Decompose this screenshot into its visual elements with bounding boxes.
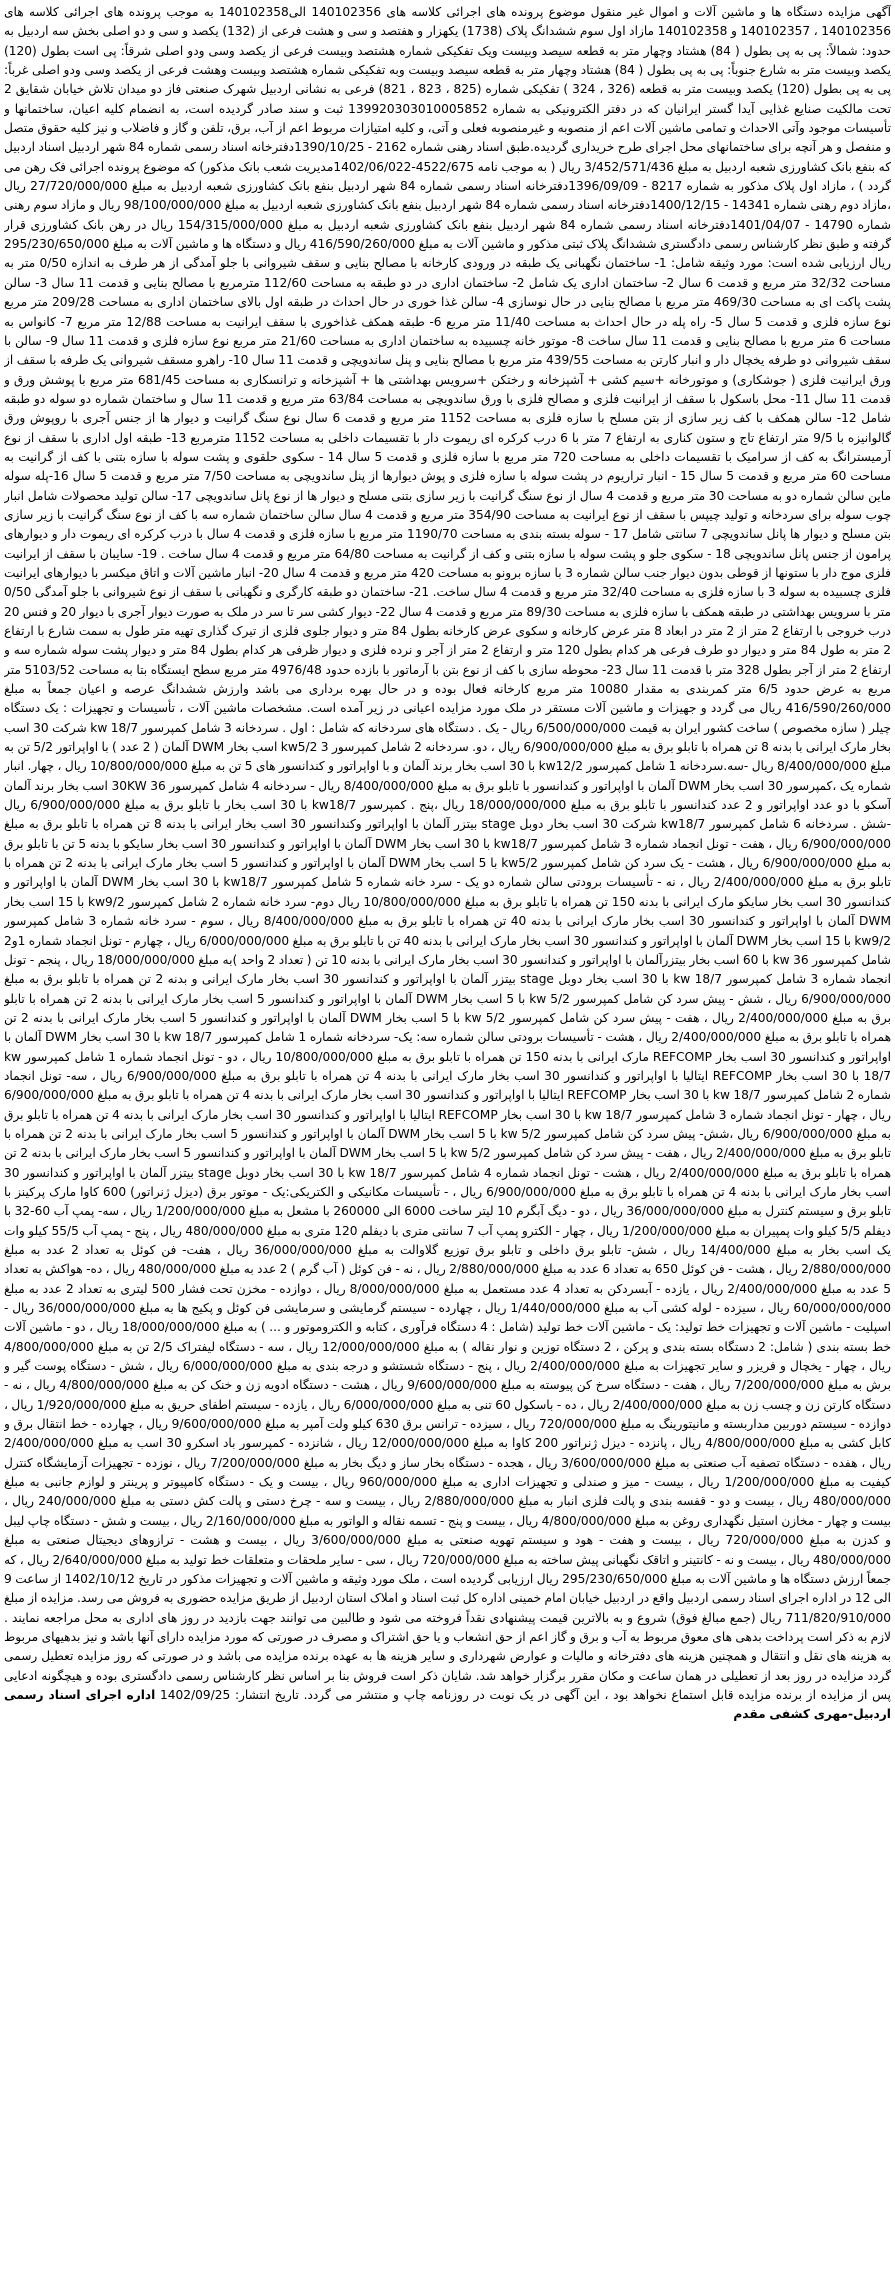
notice-body-text: آگهی مزایده دستگاه ها و ماشین آلات و اموال غیر منقول موضوع پرونده های اجرائی کلاسه های 140102356 الی140102358 به موجب پرونده های اجرائی کلاسه های 140102356 ، 140102357 و 140102358 مازاد اول سوم ششدانگ پلاک (1738) یکهزار و هفتصد و سی و هشت فرعی از (132) یکصد و سی و دو اصلی بخش سه اردبیل به حدود: شمالاً: پی به پی بطول ( 84) هشتاد وچهار متر به قطعه سیصد وبیست ویک تفکیکی شماره هشتصد وبیست فرعی از یکصد وسی ودو اصلی شرقاً: پی است بطول (120) یکصد وبیست متر به شارع جنوباً: پی به پی بطول ( 84) هشتاد وچهار متر به قطعه سیصد وبیست وبه تفکیکی شماره هشتصد وبیست وهشت فرعی از یکصد وسی ودو اصلی غرباً: پی به پی بطول (120) یکصد وبیست متر به قطعه (326 ، 324 ) تفکیکی شماره (825 ، 823 ، 821) فرعی به نشانی اردبیل شهرک صنعتی فاز دو میدان تلاش خیابان شقایق 2 تحت مالکیت صنایع غذایی آیدا گستر ایرانیان که در دفتر الکترونیکی به شماره 139920303010005852 ثبت و سند صادر گردیده است، به انضمام کلیه اعیان، ساختمانها و تأسیسات موجود وآتی الاحداث و تمامی ماشین آلات اعم از منصوبه و غیرمنصوبه فعلی و آتی، و کلیه امتیازات مربوط اعم از آب، برق، تلفن و گاز و فاضلاب و نیز کلیه حقوق متصل و منفصل و هر آنچه برای ساختمانهای محل اجرای طرح خریداری گردیده.طبق اسناد رهنی شماره 2162 - 1390/10/25دفترخانه اسناد رسمی شماره 84 شهر اردبیل اسناد اردبیل که بنفع بانک کشاورزی شعبه اردبیل به مبلغ 3/452/571/436 ریال ( به موجب نامه 4522/675-1402/06/022مدیریت شعب بانک مذکور) که موضوع پرونده اجرائی فک رهن می گردد ) ، مازاد اول پلاک مذکور به شماره 8217 - 1396/09/09دفترخانه اسناد رسمی شماره 84 شهر اردبیل بنفع بانک کشاورزی شعبه اردبیل به مبلغ 27/720/000/000 ریال ،مازاد دوم رهنی شماره 14341 - 1400/12/15دفترخانه اسناد رسمی شماره 84 شهر اردبیل بنفع بانک کشاورزی شعبه اردبیل به مبلغ 98/100/000/000 ریال و مازاد سوم رهنی شماره 14790 - 1401/04/07دفترخانه اسناد رسمی شماره 84 شهر اردبیل بنفع بانک کشاورزی شعبه اردبیل به مبلغ 154/315/000/000 ریال در رهن بانک کشاورزی قرار گرفته و طبق نظر کارشناس رسمی دادگستری ششدانگ پلاک ثبتی مذکور و ماشین آلات به مبلغ 416/590/260/000 ریال و دستگاه ها و ماشین آلات به مبلغ 295/230/650/000 ریال ارزیابی شده است: مورد وثیقه شامل: 1- ساختمان نگهبانی یک طبقه در ورودی کارخانه با مصالح بنایی و سقف شیروانی با جلو آمدگی از هر طرف به اندازه 0/50 متر به مساحت 32/32 متر مربع و قدمت 6 سال 2- ساختمان اداری یک شامل 2- ساختمان اداری در دو طبقه به مساحت 112/60 مترمربع با مصالح بنایی و قدمت 11 سال 3- سالن پشت پاکت ای به مساحت 469/30 متر مربع با مصالح بنایی در حال نوسازی 4- سالن غذا خوری در حال احداث در طبقه اول بالای ساختمان اداری به مساحت 209/28 متر مربع نوع سازه فلزی و قدمت 5 سال 5- راه پله در حال احداث به مساحت 11/40 متر مربع 6- طبقه همکف غذاخوری با سقف ایرانیت به مساحت 12/88 متر مربع 7- کانواس به مساحت 6 متر مربع با مصالح بنایی و قدمت 11 سال ساخت 8- موتور خانه چسبیده به ساختمان اداری به مساحت 21/60 متر مربع نوع سازه فلزی و قدمت 11 سال 9- سالن با سقف شیروانی دو طرفه یخچال دار و انبار کارتن به مساحت 439/55 متر مربع با مصالح بنایی و پنل ساندویچی و قدمت 11 سال 10- راهرو مسقف شیروانی یک طرفه با سقف از ورق ایرانیت فلزی ( جوشکاری) و موتورخانه +سیم کشی + آشپزخانه و رختکن +سرویس بهداشتی ها + آشپزخانه و ترانسکاری به مساحت 681/45 متر مربع با پوشش ورق و قدمت 11 سال 11- محل باسکول با سقف از ایرانیت فلزی و مصالح فلزی با ورق ساندویچی به مساحت 63/84 متر مربع و قدمت 11 سال و ساختمان شماره دو سوله دو طبقه شامل 12- سالن همکف با کف زیر سازی از بتن مسلح با سازه فلزی به مساحت 1152 متر مربع و قدمت 6 سال نوع سنگ گرانیت و دیوار ها از جنس آجری با روپوش ورق گالوانیزه با 9/5 متر ارتفاع تاج و ستون کناری به ارتفاع 7 متر با 6 درب کرکره ای ریموت دار با تقسیمات داخلی به مساحت 1152 مترمربع 13- طبقه اول اداری با سقف از نوع آرمیسترانگ به کف از سرامیک با تقسیمات داخلی به مساحت 720 متر مربع با سازه فلزی و قدمت 5 سال 14 - سکوی حلقوی و پشت سوله با سازه بتنی با کف از گرانیت به مساحت 60 متر مربع و قدمت 5 سال 15 - انبار تراریوم در پشت سوله با سازه فلزی و پوش دیوارها از پنل ساندویچی به مساحت 7/50 متر مربع و قدمت 5 سال 16-پله سوله ماین سالن شماره دو به مساحت 30 متر مربع و قدمت 4 سال از نوع سنگ گرانیت با زیر سازی بتنی مسلح و دیوار ها از نوع پانل ساندویچی 17- سالن تولید محصولات شامل انبار چوب سوله برای سردخانه و تولید چیپس با سقف از نوع ایرانیت به مساحت 354/90 متر مربع و قدمت 4 سال سالن ساختمان شماره سه با کف از نوع سنگ گرانیت با زیر سازی بتن مسلح و دیوار ها پانل ساندویچی 7 سانتی شامل 17 - سوله بسته بندی به مساحت 1190/70 متر مربع با سازه فلزی و قدمت 4 سال با درب کرکره ای ریموت دار و دیوارهای پرامون از جنس پانل ساندویچی 18 - سکوی جلو و پشت سوله با سازه بتنی و کف از گرانیت به مساحت 64/80 متر مربع و قدمت 4 سال ساخت . 19- سایبان با سقف از ایرانیت فلزی موج دار با ستونها از قوطی بدون دیوار جنب سالن شماره 3 با سازه برونو به مساحت 420 متر مربع و قدمت 4 سال 20- انبار ماشین آلات و اتاق میکسر با دیوارهای ایرانیت فلزی چسبیده به سوله 3 با سازه فلزی به مساحت 32/40 متر مربع و قدمت 4 سال ساخت. 21- ساختمان دو طبقه کارگری و نگهبانی با سقف از نوع شیروانی با جلو آمدگی 0/50 متر با سرویس بهداشتی در طبقه همکف با سازه فلزی به مساحت 89/30 متر مربع و قدمت 4 سال 22- دیوار کشی سر تا سر در ملک به صورت دیوار آجری با دیوار 20 و فنس 20 درب خروجی با ارتفاع 2 متر از 2 متر در ابعاد 8 متر عرض کارخانه و سکوی عرض کارخانه بطول 84 متر و دیوار جلوی فلزی از تیرک گذاری تهیه متر طول به سمت شارع با ارتفاع 2 متر به طول 84 متر و دیوار دو طرف فرعی هر کدام بطول 120 متر و ارتفاع 2 متر از آجر و نرده فلزی و دیوار ظرفی هر کدام بطول 84 متر و دیوار پشت سوله شماره سه و ارتفاع 2 متر از آجر بطول 328 متر با قدمت 11 سال 23- محوطه سازی با کف از نوع بتن با آرماتور با بازده حدود 4976/48 متر مربع سطح ایستگاه بتا به مساحت 5103/52 متر مربع به عرض حدود 6/5 متر کمربندی به مقدار 10080 متر مربع کارخانه فعال بوده و در حال بهره برداری می باشد وارزش ششدانگ عرصه و اعیان جمعاً به مبلغ 416/590/260/000 ریال می گردد و جهیزات و ماشین آلات مستقر در ملک مورد مزایده اعیانی در زیر آمده است. مشخصات ماشین آلات ، تأسیسات و تجهیزات : یک دستگاه چیلر ( سازه مخصوص ) ساخت کشور ایران به قیمت 6/500/000/000 ریال - یک . دستگاه های سردخانه که شامل : اول . سردخانه 3 شامل کمپرسور 18/7 kw شرکت 30 اسب بخار مارک ایرانی با بدنه 8 تن همراه با تابلو برق به مبلغ 6/900/000/000 ریال ، دو. سردخانه 2 شامل کمپرسور kw5/2 3 اسب بخار DWM آلمان ( 2 عدد ) با اواپراتور 5/2 تن به مبلغ 8/400/000/000 ریال -سه.سردخانه 1 شامل کمپرسور kw12/2 با 30 اسب بخار برند آلمان و با اواپراتور و کندانسور های 5 تن به مبلغ 10/800/000/000 ریال ، چهار. انبار شماره یک ،کمپرسور 30 اسب بخار DWM آلمان با اواپراتور و کندانسور با تابلو برق به مبلغ 8/400/000/000 ریال - سردخانه 4 شامل کمپرسور 30KW 36 اسب بخار برند آلمان آسکو با دو عدد اواپراتور و 2 عدد کندانسور با تابلو برق به مبلغ 18/000/000/000 ریال ،پنج . کمپرسور kw18/7 با 30 اسب بخار با تابلو برق به مبلغ 6/900/000/000 ریال -شش . سردخانه 6 شامل کمپرسور kw18/7 شرکت 30 اسب بخار دوبل stage بیتزر آلمان با اواپراتور وکندانسور 30 اسب بخار ایرانی با بدنه 8 تن همراه با تابلو برق به مبلغ 6/900/000/000 ریال ، هفت - تونل انجماد شماره 3 شامل کمپرسور kw18/7 با 30 اسب بخار DWM آلمان با اواپراتور و کندانسور 30 اسب بخار سایکو با بدنه 5 تن با تابلو برق به مبلغ 6/900/000/000 ریال ، هشت - یک سرد کن شامل کمپرسور kw5/2 با 5 اسب بخار DWM آلمان با اواپراتور و کندانسور 5 اسب بخار مارک ایرانی با بدنه 2 تن همراه با تابلو برق به مبلغ 2/400/000/000 ریال ، نه - تأسیسات برودتی سالن شماره دو یک - سرد خانه شماره 5 شامل کمپرسور kw18/7 با 30 اسب بخار DWM آلمان با اواپراتور و کندانسور 30 اسب بخار سایکو مارک ایرانی با بدنه 150 تن همراه با تابلو برق به مبلغ 10/800/000/000 ریال دوم- سرد خانه شماره 2 شامل کمپرسور kw9/2 با 15 اسب بخار DWM آلمان با اواپراتور و کندانسور 30 اسب بخار مارک ایرانی با بدنه 40 تن همراه با تابلو برق به مبلغ 8/400/000/000 ریال ، سوم - سرد خانه شماره 3 شامل کمپرسور kw9/2 با 15 اسب بخار DWM آلمان با اواپراتور و کندانسور 30 اسب بخار مارک ایرانی با بدنه 40 تن با تابلو برق به مبلغ 6/000/000/000 ریال ، چهارم - تونل انجماد شماره 1و2 شامل کمپرسور 36 kw با 60 اسب بخار بیتزرآلمان با اواپراتور و کندانسور 30 اسب بخار مارک ایرانی با بدنه 10 تن ( تعداد 2 واحد )به مبلغ 18/000/000/000 ریال ، پنجم - تونل انجماد شماره 3 شامل کمپرسور kw 18/7 با 30 اسب بخار دوبل stage بیتزر آلمان با اواپراتور و کندانسور 30 اسب بخار مارک ایرانی و بدنه 2 تن همراه با تابلو برق به مبلغ 6/900/000/000 ریال ، شش - پیش سرد کن شامل کمپرسور kw 5/2 با 5 اسب بخار DWM آلمان با اواپراتور و کندانسور 5 اسب بخار مارک ایرانی با بدنه 2 تن همراه با تابلو برق به مبلغ 2/400/000/000 ریال ، هفت - پیش سرد کن شامل کمپرسور kw 5/2 با 5 اسب بخار DWM آلمان با اواپراتور و کندانسور 5 اسب بخار مارک ایرانی با بدنه 2 تن همراه با تابلو برق به مبلغ 2/400/000/000 ریال ، هشت - تأسیسات برودتی سالن شماره سه: یک- سردخانه شماره 1 شامل کمپرسور kw 18/7 با 30 اسب بخار DWM آلمان با اواپراتور و کندانسور 30 اسب بخار REFCOMP مارک ایرانی با بدنه 150 تن همراه با تابلو برق به مبلغ 10/800/000/000 ریال ، دو - تونل انجماد شماره 1 شامل کمپرسور kw 18/7 با 30 اسب بخار REFCOMP ایتالیا با اواپراتور و کندانسور 30 اسب بخار مارک ایرانی با بدنه 4 تن همراه با تابلو برق به مبلغ 6/900/000/000 ریال ، سه- تونل انجماد شماره 2 شامل کمپرسور kw 18/7 با 30 اسب بخار REFCOMP ایتالیا با اواپراتور و کندانسور 30 اسب بخار مارک ایرانی با بدنه 4 تن همراه با تابلو برق به مبلغ 6/900/000/000 ریال ، چهار - تونل انجماد شماره 3 شامل کمپرسور kw 18/7 با 30 اسب بخار REFCOMP ایتالیا با اواپراتور و کندانسور 30 اسب بخار مارک ایرانی با بدنه 4 تن همراه با تابلو برق به مبلغ 6/900/000/000 ریال ،شش- پیش سرد کن شامل کمپرسور kw 5/2 با 5 اسب بخار DWM آلمان با اواپراتور و کندانسور 5 اسب بخار مارک ایرانی با بدنه 2 تن همراه با تابلو برق به مبلغ 2/400/000/000 ریال ، هفت - پیش سرد کن شامل کمپرسور kw 5/2 با 5 اسب بخار DWM آلمان با اواپراتور و کندانسور 5 اسب بخار مارک ایرانی با بدنه 2 تن همراه با تابلو برق به مبلغ 2/400/000/000 ریال ، هشت - تونل انجماد شماره 4 شامل کمپرسور kw 18/7 با 30 اسب بخار دوبل stage بیتزر آلمان با اواپراتور و کندانسور 30 اسب بخار مارک ایرانی با بدنه 4 تن همراه با تابلو برق به مبلغ 6/900/000/000 ریال ، - تأسیسات مکانیکی و الکتریکی:یک - موتور برق (دیزل ژنراتور) 600 کاوا مارک پرکینز با تابلو برق و سیستم کنترل به مبلغ 36/000/000/000 ریال ، دو - دیگ آبگرم 10 لیتر ساخت 6000 الی 260000 با مشعل به مبلغ 1/200/000/000 ریال ، سه- پمپ آب 60-32 با دیفلم 5/5 کیلو وات پمپیران به مبلغ 1/200/000/000 ریال ، چهار - الکترو پمپ آب 7 سانتی متری با دیفلم 120 متری به مبلغ 480/000/000 ریال ، پنج - پمپ آب 55/5 کیلو وات یک اسب بخار به مبلغ 14/400/000 ریال ، شش- تابلو برق داخلی و تابلو برق توزیع گلاوالت به مبلغ 36/000/000/000 ریال ، هفت- فن کوئل به تعداد 2 عدد به مبلغ 2/880/000/000 ریال ، هشت - فن کوئل 650 به تعداد 6 عدد به مبلغ 2/880/000/000 ریال ، نه - فن کوئل ( آب گرم ) 2 عدد به مبلغ 480/000/000 ریال ، ده- هواکش به تعداد 5 عدد به مبلغ 2/400/000/000 ریال ، یازده - آبسردکن به تعداد 4 عدد مستعمل به مبلغ 8/000/000/000 ریال ، دوازده - مخزن تحت فشار 500 لیتری به تعداد 2 عدد به مبلغ 60/000/000/000 ریال ، سیزده - لوله کشی آب به مبلغ 1/440/000/000 ریال ، چهارده - سیستم گرمایشی و سرمایشی فن کوئل و پکیج ها به مبلغ 36/000/000/000 ریال - اسپلیت - ماشین آلات و تجهیزات خط تولید: یک - ماشین آلات خط تولید (شامل : 4 دستگاه فرآوری ، کتابه و الکتروموتور و ... ) به مبلغ 18/000/000/000 ریال ، دو - ماشین آلات خط بسته بندی ( شامل: 2 دستگاه بسته بندی و پرکن ، 2 دستگاه توزین و نوار نقاله ) به مبلغ 12/000/000/000 ریال ، سه - دستگاه لیفتراک 2/5 تن به مبلغ 4/800/000/000 ریال ، چهار - یخچال و فریزر و سایر تجهیزات به مبلغ 2/400/000/000 ریال ، پنج - دستگاه شستشو و درجه بندی به مبلغ 6/000/000/000 ریال ، شش - دستگاه پوست گیر و برش به مبلغ 7/200/000/000 ریال ، هفت - دستگاه سرخ کن پیوسته به مبلغ 9/600/000/000 ریال ، هشت - دستگاه ادویه زن و خنک کن به مبلغ 4/800/000/000 ریال ، نه - دستگاه کارتن زن و چسب زن به مبلغ 2/400/000/000 ریال ، ده - باسکول 60 تنی به مبلغ 6/000/000/000 ریال ، یازده - سیستم اطفای حریق به مبلغ 1/920/000/000 ریال ، دوازده - سیستم دوربین مداربسته و مانیتورینگ به مبلغ 720/000/000 ریال ، سیزده - ترانس برق 630 کیلو ولت آمپر به مبلغ 9/600/000/000 ریال ، چهارده - خط انتقال برق و کابل کشی به مبلغ 4/800/000/000 ریال ، پانزده - دیزل ژنراتور 200 کاوا به مبلغ 12/000/000/000 ریال ، شانزده - کمپرسور باد اسکرو 30 اسب به مبلغ 2/400/000/000 ریال ، هفده - دستگاه تصفیه آب صنعتی به مبلغ 3/600/000/000 ریال ، هجده - دستگاه بخار ساز و دیگ بخار به مبلغ 7/200/000/000 ریال ، نوزده - تجهیزات آزمایشگاه کنترل کیفیت به مبلغ 1/200/000/000 ریال ، بیست - میز و صندلی و تجهیزات اداری به مبلغ 960/000/000 ریال ، بیست و یک - دستگاه کامپیوتر و پرینتر و لوازم جانبی به مبلغ 480/000/000 ریال ، بیست و دو - قفسه بندی و پالت فلزی انبار به مبلغ 2/880/000/000 ریال ، بیست و سه - چرخ دستی و پالت کش دستی به مبلغ 240/000/000 ریال ، بیست و چهار - مخازن استیل نگهداری روغن به مبلغ 4/800/000/000 ریال ، بیست و پنج - تسمه نقاله و الواتور به مبلغ 2/160/000/000 ریال ، بیست و شش - دستگاه چاپ لیبل و کدزن به مبلغ 720/000/000 ریال ، بیست و هفت - هود و سیستم تهویه صنعتی به مبلغ 3/600/000/000 ریال ، بیست و هشت - ترازوهای دیجیتال صنعتی به مبلغ 480/000/000 ریال ، بیست و نه - کانتینر و اتاقک نگهبانی پیش ساخته به مبلغ 720/000/000 ریال ، سی - سایر ملحقات و متعلقات خط تولید به مبلغ 2/640/000/000 ریال ، که جمعاً ارزش دستگاه ها و ماشین آلات به مبلغ 295/230/650/000 ریال ارزیابی گردیده است ، ملک مورد وثیقه و ماشین آلات و تجهیزات مذکور در تاریخ 1402/10/12 از ساعت 9 الی 12 در اداره اجرای اسناد رسمی اردبیل واقع در اردبیل خیابان امام خمینی اداره کل ثبت اسناد و املاک استان اردبیل از طریق مزایده حضوری به فروش می رسد. مزایده از مبلغ 711/820/910/000 ریال (جمع مبالغ فوق) شروع و به بالاترین قیمت پیشنهادی نقداً فروخته می شود و طالبین می توانند جهت بازدید در روز های اداری به محل مراجعه نمایند . لازم به ذکر است پرداخت بدهی های معوق مربوط به آب و برق و گاز اعم از حق انشعاب و یا حق اشتراک و مصرف در صورتی که مورد مزایده دارای آنها باشد و نیز بدهیهای مربوط به هزینه های نقل و انتقال و همچنین هزینه های دفترخانه و مالیات و عوارض شهرداری و سایر هزینه ها به عهده برنده مزایده می باشد و در صورتی که روز مزایده تعطیل رسمی گردد مزایده در روز بعد از تعطیلی در همان ساعت و مکان مقرر برگزار خواهد شد. شایان ذکر است فروش بنا بر اساس نظر کارشناس رسمی دادگستری بوده و هیچگونه ادعایی پس از مزایده از برنده مزایده قابل استماع نخواهد بود ، این آگهی در یک نوبت در روزنامه چاپ و منتشر می گردد. تاریخ انتشار: 1402/09/25 [4,5,891,1702]
auction-notice [4,3,891,2287]
notice-signature: اداره اجرای اسناد رسمی اردبیل-مهری کشفی مقدم [4,1687,891,1722]
notice-paragraph [4,3,891,1725]
